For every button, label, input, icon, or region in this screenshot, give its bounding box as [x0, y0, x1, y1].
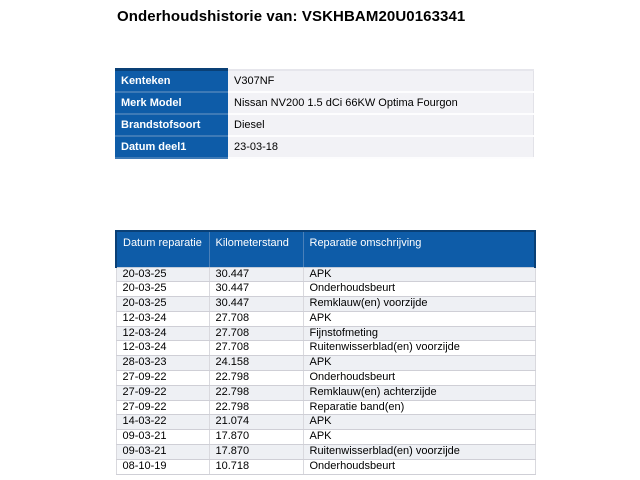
maintenance-history-table [115, 230, 536, 475]
column-header: Kilometerstand [209, 231, 303, 267]
header-row [116, 231, 535, 267]
odometer-cell: 27.708 [209, 326, 303, 341]
repair-description-cell: Ruitenwisserblad(en) voorzijde [303, 445, 535, 460]
repair-description-cell: APK [303, 267, 535, 282]
table-row [116, 430, 535, 445]
repair-date-cell: 08-10-19 [116, 459, 209, 474]
odometer-cell: 10.718 [209, 459, 303, 474]
repair-description-cell: Fijnstofmeting [303, 326, 535, 341]
repair-date-cell: 20-03-25 [116, 297, 209, 312]
repair-date-cell: 20-03-25 [116, 282, 209, 297]
repair-date-cell: 27-09-22 [116, 400, 209, 415]
table-row [116, 297, 535, 312]
repair-date-cell: 09-03-21 [116, 430, 209, 445]
repair-date-cell: 12-03-24 [116, 326, 209, 341]
odometer-cell: 24.158 [209, 356, 303, 371]
odometer-cell: 22.798 [209, 385, 303, 400]
table-row [116, 311, 535, 326]
vehicle-info-row [115, 114, 534, 136]
vehicle-info-label: Merk Model [115, 92, 228, 114]
vehicle-info-table-body [115, 70, 534, 158]
repair-description-cell: Ruitenwisserblad(en) voorzijde [303, 341, 535, 356]
repair-description-cell: Onderhoudsbeurt [303, 282, 535, 297]
odometer-cell: 30.447 [209, 297, 303, 312]
table-row [116, 341, 535, 356]
repair-date-cell: 27-09-22 [116, 371, 209, 386]
vehicle-info-value: V307NF [228, 70, 534, 92]
vehicle-info-label: Datum deel1 [115, 136, 228, 158]
odometer-cell: 22.798 [209, 400, 303, 415]
vehicle-info-label: Kenteken [115, 70, 228, 92]
table-row [116, 356, 535, 371]
repair-description-cell: APK [303, 415, 535, 430]
vehicle-info-table [115, 68, 534, 159]
vehicle-info-value: Nissan NV200 1.5 dCi 66KW Optima Fourgon [228, 92, 534, 114]
repair-description-cell: APK [303, 430, 535, 445]
vehicle-info-value: Diesel [228, 114, 534, 136]
table-row [116, 445, 535, 460]
vehicle-info-row [115, 136, 534, 158]
table-row [116, 326, 535, 341]
vehicle-info-row [115, 92, 534, 114]
vehicle-info-row [115, 70, 534, 92]
column-header: Datum reparatie [116, 231, 209, 267]
repair-description-cell: Remklauw(en) voorzijde [303, 297, 535, 312]
repair-description-cell: APK [303, 356, 535, 371]
repair-date-cell: 28-03-23 [116, 356, 209, 371]
odometer-cell: 21.074 [209, 415, 303, 430]
repair-date-cell: 14-03-22 [116, 415, 209, 430]
odometer-cell: 17.870 [209, 445, 303, 460]
table-row [116, 400, 535, 415]
odometer-cell: 30.447 [209, 267, 303, 282]
column-header: Reparatie omschrijving [303, 231, 535, 267]
repair-date-cell: 27-09-22 [116, 385, 209, 400]
page-title: Onderhoudshistorie van: VSKHBAM20U0163341 [117, 8, 466, 25]
odometer-cell: 27.708 [209, 341, 303, 356]
repair-description-cell: Reparatie band(en) [303, 400, 535, 415]
odometer-cell: 22.798 [209, 371, 303, 386]
table-row [116, 282, 535, 297]
repair-description-cell: Onderhoudsbeurt [303, 459, 535, 474]
maintenance-history-table-body [116, 267, 535, 474]
table-row [116, 267, 535, 282]
repair-date-cell: 09-03-21 [116, 445, 209, 460]
table-row [116, 459, 535, 474]
odometer-cell: 17.870 [209, 430, 303, 445]
repair-date-cell: 12-03-24 [116, 341, 209, 356]
repair-description-cell: Onderhoudsbeurt [303, 371, 535, 386]
repair-date-cell: 12-03-24 [116, 311, 209, 326]
repair-description-cell: Remklauw(en) achterzijde [303, 385, 535, 400]
repair-date-cell: 20-03-25 [116, 267, 209, 282]
vehicle-info-value: 23-03-18 [228, 136, 534, 158]
table-row [116, 415, 535, 430]
table-row [116, 371, 535, 386]
maintenance-history-header [116, 231, 535, 267]
vehicle-info-label: Brandstofsoort [115, 114, 228, 136]
odometer-cell: 30.447 [209, 282, 303, 297]
table-row [116, 385, 535, 400]
odometer-cell: 27.708 [209, 311, 303, 326]
repair-description-cell: APK [303, 311, 535, 326]
